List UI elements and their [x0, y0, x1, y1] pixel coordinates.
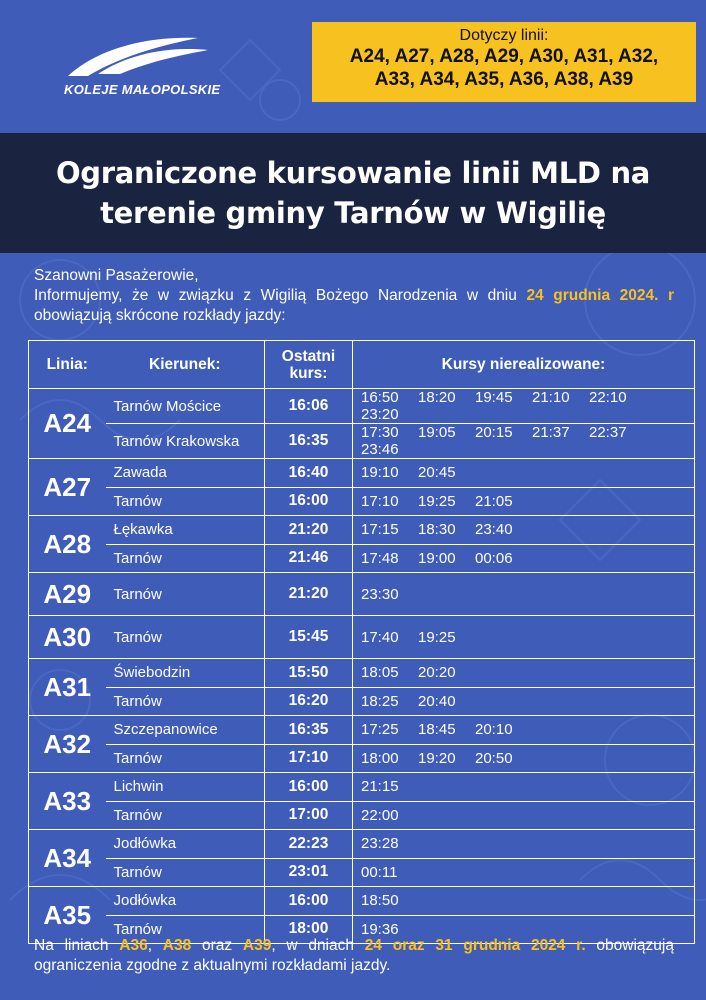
footer-part-1: Na liniach — [34, 937, 120, 954]
cancelled-time: 23:40 — [475, 521, 513, 539]
last-run-time: 21:46 — [265, 544, 353, 573]
cancelled-time: 19:00 — [418, 549, 456, 567]
last-run-time: 16:00 — [265, 773, 353, 802]
footer-dates: 24 oraz 31 grudnia 2024 r. — [364, 937, 586, 954]
table-row — [29, 516, 695, 545]
line-number: A31 — [29, 659, 106, 716]
page-title: Ograniczone kursowanie linii MLD na terenie gminy Tarnów w Wigilię — [55, 156, 651, 230]
direction: Tarnów — [106, 544, 265, 573]
cancelled-runs — [353, 459, 695, 488]
affected-lines-label: Dotyczy linii: — [459, 27, 549, 44]
intro-text-before: Informujemy, że w związku z Wigilią Bożego Narodzenia w dniu — [34, 287, 527, 304]
table-row — [29, 830, 695, 859]
direction: Tarnów Krakowska — [106, 424, 265, 459]
line-number: A30 — [29, 616, 106, 659]
cancelled-time: 18:00 — [361, 749, 399, 767]
cancelled-runs — [353, 687, 695, 716]
last-run-time: 15:45 — [265, 616, 353, 659]
cancelled-time: 17:10 — [361, 492, 399, 510]
cancelled-time: 21:37 — [532, 424, 570, 441]
cancelled-time: 19:25 — [418, 492, 456, 510]
cancelled-time: 21:15 — [361, 778, 399, 796]
cancelled-time: 19:36 — [361, 920, 399, 938]
line-number: A32 — [29, 716, 106, 773]
last-run-time: 15:50 — [265, 659, 353, 688]
cancelled-time: 19:10 — [361, 464, 399, 482]
cancelled-time: 18:45 — [418, 721, 456, 739]
logo-text: KOLEJE MAŁOPOLSKIE — [64, 82, 221, 97]
direction: Tarnów — [106, 744, 265, 773]
cancelled-time: 20:45 — [418, 464, 456, 482]
footer-part-2: , — [147, 937, 163, 954]
affected-lines-box — [312, 22, 696, 102]
footer-line-a38: A38 — [162, 937, 192, 954]
cancelled-runs — [353, 544, 695, 573]
last-run-time: 21:20 — [265, 516, 353, 545]
cancelled-time: 21:10 — [532, 389, 570, 406]
train-swoosh-icon — [58, 28, 218, 88]
cancelled-time: 20:15 — [475, 424, 513, 441]
cancelled-time: 00:06 — [475, 549, 513, 567]
line-number: A29 — [29, 573, 106, 616]
intro-text-after: obowiązują skrócone rozkłady jazdy: — [34, 307, 286, 324]
direction: Tarnów — [106, 687, 265, 716]
direction: Tarnów — [106, 801, 265, 830]
footer-line-a39: A39 — [242, 937, 272, 954]
table-row — [29, 687, 695, 716]
line-number: A28 — [29, 516, 106, 573]
cancelled-runs — [353, 887, 695, 916]
cancelled-time: 23:30 — [361, 585, 399, 603]
line-number: A27 — [29, 459, 106, 516]
last-run-time: 22:23 — [265, 830, 353, 859]
cancelled-time: 22:10 — [589, 389, 627, 406]
cancelled-time: 22:37 — [589, 424, 627, 441]
table-row — [29, 744, 695, 773]
direction: Świebodzin — [106, 659, 265, 688]
cancelled-time: 19:20 — [418, 749, 456, 767]
cancelled-time: 20:50 — [475, 749, 513, 767]
table-row — [29, 716, 695, 745]
koleje-malopolskie-logo — [58, 28, 228, 108]
cancelled-time: 21:05 — [475, 492, 513, 510]
affected-lines-list-2: A33, A34, A35, A36, A38, A39 — [374, 69, 634, 90]
last-run-time: 16:00 — [265, 887, 353, 916]
cancelled-runs — [353, 389, 695, 424]
table-row — [29, 389, 695, 424]
cancelled-time: 17:48 — [361, 549, 399, 567]
cancelled-time: 17:30 — [361, 424, 399, 441]
last-run-time: 16:35 — [265, 716, 353, 745]
affected-lines-list-1: A24, A27, A28, A29, A30, A31, A32, — [349, 46, 659, 67]
cancelled-runs — [353, 773, 695, 802]
cancelled-runs — [353, 516, 695, 545]
cancelled-runs — [353, 801, 695, 830]
cancelled-time: 20:10 — [475, 721, 513, 739]
greeting: Szanowni Pasażerowie, — [34, 267, 199, 284]
title-bar — [0, 133, 706, 253]
cancelled-time: 18:50 — [361, 892, 399, 910]
cancelled-time: 23:46 — [361, 441, 399, 458]
cancelled-runs — [353, 487, 695, 516]
cancelled-time: 20:40 — [418, 692, 456, 710]
last-run-time: 16:40 — [265, 459, 353, 488]
cancelled-time: 23:28 — [361, 835, 399, 853]
cancelled-runs — [353, 858, 695, 887]
cancelled-time: 17:25 — [361, 721, 399, 739]
header-line: Linia: — [29, 341, 106, 389]
direction: Tarnów — [106, 487, 265, 516]
direction: Jodłówka — [106, 830, 265, 859]
last-run-time: 18:00 — [265, 915, 353, 944]
cancelled-time: 18:30 — [418, 521, 456, 539]
cancelled-time: 20:20 — [418, 664, 456, 682]
cancelled-time: 22:00 — [361, 806, 399, 824]
line-number: A33 — [29, 773, 106, 830]
direction: Jodłówka — [106, 887, 265, 916]
last-run-time: 17:00 — [265, 801, 353, 830]
line-number: A34 — [29, 830, 106, 887]
cancelled-runs — [353, 573, 695, 616]
cancelled-runs — [353, 744, 695, 773]
last-run-time: 16:20 — [265, 687, 353, 716]
intro-paragraph — [34, 286, 674, 326]
cancelled-time: 17:40 — [361, 628, 399, 646]
table-row — [29, 487, 695, 516]
cancelled-time: 19:05 — [418, 424, 456, 441]
table-row — [29, 858, 695, 887]
direction: Szczepanowice — [106, 716, 265, 745]
footer-part-5: obowiązują ograniczenia zgodne z aktualnymi rozkładami jazdy. — [34, 937, 674, 974]
header-last-run: Ostatni kurs: — [265, 341, 353, 389]
cancelled-time: 16:50 — [361, 389, 399, 406]
cancelled-time: 00:11 — [361, 863, 398, 881]
schedule-table — [28, 340, 695, 944]
cancelled-time: 18:05 — [361, 664, 399, 682]
last-run-time: 16:00 — [265, 487, 353, 516]
cancelled-runs — [353, 716, 695, 745]
cancelled-time: 18:20 — [418, 389, 456, 406]
last-run-time: 16:35 — [265, 424, 353, 459]
direction: Tarnów — [106, 573, 265, 616]
table-row — [29, 573, 695, 616]
last-run-time: 23:01 — [265, 858, 353, 887]
table-row — [29, 887, 695, 916]
cancelled-runs — [353, 424, 695, 459]
direction: Tarnów Mościce — [106, 389, 265, 424]
direction: Tarnów — [106, 616, 265, 659]
table-row — [29, 424, 695, 459]
cancelled-time: 19:25 — [418, 628, 456, 646]
table-row — [29, 801, 695, 830]
footer-line-a36: A36 — [119, 937, 148, 954]
direction: Łękawka — [106, 516, 265, 545]
last-run-time: 16:06 — [265, 389, 353, 424]
table-row — [29, 459, 695, 488]
footer-part-4: , w dniach — [271, 937, 365, 954]
cancelled-time: 18:25 — [361, 692, 399, 710]
footer-part-3: oraz — [191, 937, 243, 954]
cancelled-runs — [353, 659, 695, 688]
table-row — [29, 544, 695, 573]
direction: Tarnów — [106, 858, 265, 887]
cancelled-time: 17:15 — [361, 521, 399, 539]
cancelled-time: 23:20 — [361, 406, 399, 423]
last-run-time: 21:20 — [265, 573, 353, 616]
table-row — [29, 773, 695, 802]
line-number: A35 — [29, 887, 106, 944]
cancelled-time: 19:45 — [475, 389, 513, 406]
footer-note — [34, 936, 674, 976]
direction: Zawada — [106, 459, 265, 488]
table-row — [29, 659, 695, 688]
cancelled-runs — [353, 830, 695, 859]
schedule-body — [29, 389, 695, 944]
last-run-time: 17:10 — [265, 744, 353, 773]
header-direction: Kierunek: — [106, 341, 265, 389]
line-number: A24 — [29, 389, 106, 459]
cancelled-runs — [353, 616, 695, 659]
header — [0, 0, 706, 130]
header-cancelled-runs: Kursy nierealizowane: — [353, 341, 695, 389]
intro-text — [34, 266, 674, 326]
direction: Tarnów — [106, 915, 265, 944]
direction: Lichwin — [106, 773, 265, 802]
intro-date: 24 grudnia 2024. r — [526, 287, 675, 304]
table-header-row — [29, 341, 695, 389]
table-row — [29, 616, 695, 659]
